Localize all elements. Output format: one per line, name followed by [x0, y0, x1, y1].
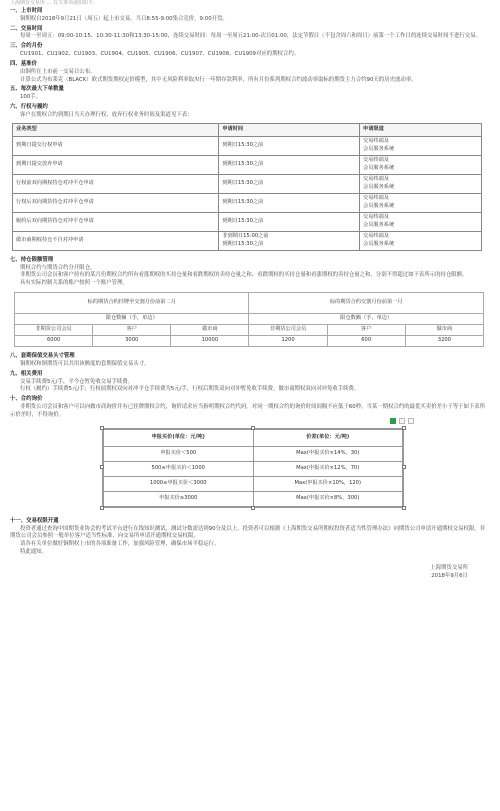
time-line: 到期日15:30之前 — [222, 218, 264, 224]
header-apply-channel: 申请渠道 — [360, 123, 482, 136]
value-cell: 10000 — [171, 336, 249, 347]
section-2-line-2: 个工作日的连续交易时间不进行交易。 — [389, 33, 481, 40]
row-type: 到期日提交行权申请 — [13, 136, 219, 155]
row-channel — [360, 155, 482, 174]
left-sub-header: 限仓数额（手，单边） — [15, 314, 249, 325]
table-row — [104, 491, 403, 506]
value-cell: 1200 — [249, 336, 327, 347]
time-line: 到期日15:30之前 — [222, 180, 264, 186]
section-11-title: 十一、交易权限开通 — [10, 517, 59, 524]
table-row — [13, 231, 482, 250]
spread-formula: Max(申报买价×8%，300) — [253, 491, 403, 506]
left-period-header: 标的期货合约挂牌至交割月份前第二月 — [15, 293, 249, 314]
spread-table — [103, 429, 403, 507]
section-7-text-4: 具有实际控制关系的账户按照一个账户管理。 — [20, 280, 128, 287]
section-4-title: 四、基准价 — [10, 60, 37, 67]
time-line: 到期日15:30之前 — [222, 199, 264, 205]
top-fragment: 上海期货交易所 ... 有关事项通知如下： — [10, 0, 98, 6]
col-market-maker: 做市商 — [405, 325, 483, 336]
section-9-text-1: 交易手续费5元/手，平今仓暂免收交易手续费。 — [20, 378, 134, 385]
section-2-text — [10, 33, 490, 41]
value-cell: 6000 — [15, 336, 93, 347]
row-time — [219, 212, 360, 231]
row-time — [219, 231, 360, 250]
row-type: 履约后双向期货持仓对冲平仓申请 — [13, 212, 219, 231]
table-row — [104, 446, 403, 461]
section-8-text: 铜期权和铜期货可以共用该额度的套期保值交易头寸。 — [20, 360, 150, 367]
section-4-line-a: 计算公式为布莱克（BLACK）欧式期货期权定价模型，其中无风险利率取央行一年期存款利率，所有月份系列期权合约波动率取标的期货主力合约 — [20, 76, 367, 83]
resize-handle[interactable] — [100, 506, 104, 510]
section-4-text-1: 由铜所在上市前一交易日公布。 — [20, 68, 96, 75]
section-2-line-1: 每周一至周五：09:00-10:15、10:30-11:30和13:30-15:00，连续交易时间：每周一至周五21:00-次日01:00，法定节假日（不包含周六和周日）前第一 — [20, 33, 390, 40]
position-limit-values — [15, 336, 484, 347]
section-3-title: 三、合约月份 — [10, 43, 43, 50]
row-time — [219, 193, 360, 212]
section-10-line-a: 非期货公司会员和客户可以向做市商询价并有已挂牌期权合约，询价请求应当指明期权合约代码。对同一期权合约的询价时间间隔不应低于60秒，当某一 — [20, 404, 383, 411]
resize-handle[interactable] — [251, 506, 255, 510]
section-10-line-b: 期权合约的最优买卖价差小于等于如下表所示价差时，不得询价。 — [10, 404, 486, 418]
channel-line: 交易终端及 — [363, 195, 389, 202]
spread-table-header — [104, 429, 403, 446]
channel-line: 会员服务系统 — [363, 145, 395, 152]
row-channel — [360, 174, 482, 193]
channel-line: 会员服务系统 — [363, 240, 395, 247]
table-row — [13, 136, 482, 155]
table-add-icon[interactable] — [390, 418, 396, 424]
col-non-futures-member: 非期货公司会员 — [15, 325, 93, 336]
section-4-line-b: 90天的历史波动率。 — [366, 76, 417, 83]
section-11-text-1 — [10, 526, 490, 542]
col-client: 客户 — [327, 325, 405, 336]
spread-table-wrapper — [102, 428, 404, 508]
section-1-title: 一、上市时间 — [10, 8, 43, 14]
resize-handle[interactable] — [402, 465, 406, 469]
channel-line: 会员服务系统 — [363, 221, 395, 228]
section-3-text: CU1901、CU1902、CU1903、CU1904、CU1905、CU1906、CU1907、CU1908、CU1909对应的期权合约。 — [20, 51, 300, 58]
resize-handle[interactable] — [251, 426, 255, 430]
header-spread: 价差(单位：元/吨) — [253, 429, 403, 446]
section-2-title: 二、交易时间 — [10, 25, 43, 32]
section-11-line-a: 投资者通过查询中国期货业协会的考试平台进行在线知识测试，测试分数需达到90分及以上。投资者可以根据《上海期货交易所期权投资者适当性管 — [20, 525, 372, 532]
signature-date: 2018年9月6日 — [431, 572, 468, 579]
section-10-title: 十、合约询价 — [10, 396, 43, 403]
table-row — [13, 155, 482, 174]
position-limit-cols — [15, 325, 484, 336]
col-client: 客户 — [93, 325, 171, 336]
time-line: 非到期日15:00之前 — [222, 233, 269, 240]
section-4-text-2 — [10, 77, 490, 85]
table-row — [13, 174, 482, 193]
channel-line: 交易终端及 — [363, 233, 389, 240]
row-channel — [360, 193, 482, 212]
signature-org: 上海期货交易所 — [430, 564, 468, 571]
section-11-line-b: 理办法》向期货公司申请开通期权交易权限。非期货公司会员参照一般单位客户适当性标准，向交易所申请开通期权交易权限。 — [10, 525, 486, 540]
row-channel — [360, 136, 482, 155]
position-limit-table — [14, 292, 484, 347]
row-channel — [360, 231, 482, 250]
bid-range: 申报买价≥3000 — [104, 491, 254, 506]
row-time — [219, 155, 360, 174]
resize-handle[interactable] — [100, 465, 104, 469]
row-type: 到期日提交放弃申请 — [13, 155, 219, 174]
time-line: 到期日15:30之前 — [222, 142, 264, 148]
spread-formula: Max(申报买价×10%，120) — [253, 476, 403, 491]
section-5-text: 100手。 — [20, 94, 42, 101]
section-7-line-b: 和，分别不得超过如下表所示的持仓限额。 — [365, 272, 468, 279]
time-line: 到期日15:30之前 — [222, 240, 264, 247]
table-row — [13, 193, 482, 212]
table-edit-icon[interactable] — [399, 418, 405, 424]
section-8-title: 八、套期保值交易头寸管理 — [10, 353, 75, 360]
channel-line: 交易终端及 — [363, 214, 389, 221]
exercise-table — [12, 123, 482, 251]
bid-range: 申报买价＜500 — [104, 446, 254, 461]
section-1-text: 铜期权自2018年9月21日（周五）起上市交易，当日8:55-9:00集合竞价，9:00开盘。 — [20, 15, 228, 22]
notice-page — [10, 0, 490, 581]
section-11-text-3: 请各有关单位做好铜期权上市的各项准备工作，加强风险管理，确保市场平稳运行。 — [20, 541, 220, 548]
row-time — [219, 136, 360, 155]
channel-line: 会员服务系统 — [363, 164, 395, 171]
table-delete-icon[interactable] — [408, 418, 414, 424]
channel-line: 交易终端及 — [363, 176, 389, 183]
header-bid-price: 申报买价(单位：元/吨) — [104, 429, 254, 446]
row-type: 做市商期权持仓不自对冲申请 — [13, 231, 219, 250]
section-11-text-4: 特此通知。 — [20, 549, 47, 556]
section-9-text-2: 行权（履约）手续费5元/手；行权前期权双向对冲平仓手续费为5元/手，行权后期货双向对冲暂免收手续费，做市商期权双向对冲免收手续费。 — [20, 386, 360, 393]
section-6-text: 客户在期权合约到期日当天办理行权、放弃行权业务时间及渠道见下表： — [20, 111, 193, 118]
exercise-table-header — [13, 123, 482, 136]
section-10-text — [10, 404, 490, 420]
value-cell: 3200 — [405, 336, 483, 347]
table-row — [104, 461, 403, 476]
right-period-header: 标的期货合约交割月份前第一月 — [249, 293, 484, 314]
section-7-line-a: 非期货公司会员和客户持有的某月份期权合约所有看涨期权的买持仓量和看跌期权的卖持仓量之和、看跌期权的买持仓量和看涨期权的卖持仓量之 — [20, 272, 366, 279]
section-7-title: 七、持仓限额管理 — [10, 256, 54, 263]
row-type: 行权前双向期权持仓对冲平仓申请 — [13, 174, 219, 193]
table-row — [104, 476, 403, 491]
channel-line: 会员服务系统 — [363, 202, 395, 209]
row-type: 行权后双向期货持仓对冲平仓申请 — [13, 193, 219, 212]
position-limit-header — [15, 293, 484, 314]
bid-range: 1000≤申报买价＜3000 — [104, 476, 254, 491]
channel-line: 交易终端及 — [363, 157, 389, 164]
section-7-text-1: 期权合约与期货合约分开限仓。 — [20, 264, 96, 271]
channel-line: 交易终端及 — [363, 138, 389, 145]
bid-range: 500≤申报买价＜1000 — [104, 461, 254, 476]
table-edit-toolbar — [390, 418, 414, 424]
header-apply-time: 申请时间 — [219, 123, 360, 136]
section-6-title: 六、行权与履约 — [10, 104, 48, 111]
table-row — [13, 212, 482, 231]
resize-handle[interactable] — [402, 426, 406, 430]
section-5-title: 五、每次最大下单数量 — [10, 86, 64, 93]
value-cell: 3000 — [93, 336, 171, 347]
channel-line: 会员服务系统 — [363, 183, 395, 190]
row-channel — [360, 212, 482, 231]
resize-handle[interactable] — [402, 506, 406, 510]
section-9-title: 九、相关费用 — [10, 370, 43, 377]
value-cell: 600 — [327, 336, 405, 347]
time-line: 到期日15:30之前 — [222, 161, 264, 167]
col-market-maker: 做市商 — [171, 325, 249, 336]
position-limit-sub — [15, 314, 484, 325]
spread-formula: Max(申报买价×14%，30) — [253, 446, 403, 461]
right-sub-header: 限仓数额（手，单边） — [249, 314, 484, 325]
spread-formula: Max(申报买价×12%，70) — [253, 461, 403, 476]
row-time — [219, 174, 360, 193]
header-business-type: 业务类型 — [13, 123, 219, 136]
col-non-futures-member: 非期货公司会员 — [249, 325, 327, 336]
resize-handle[interactable] — [100, 426, 104, 430]
